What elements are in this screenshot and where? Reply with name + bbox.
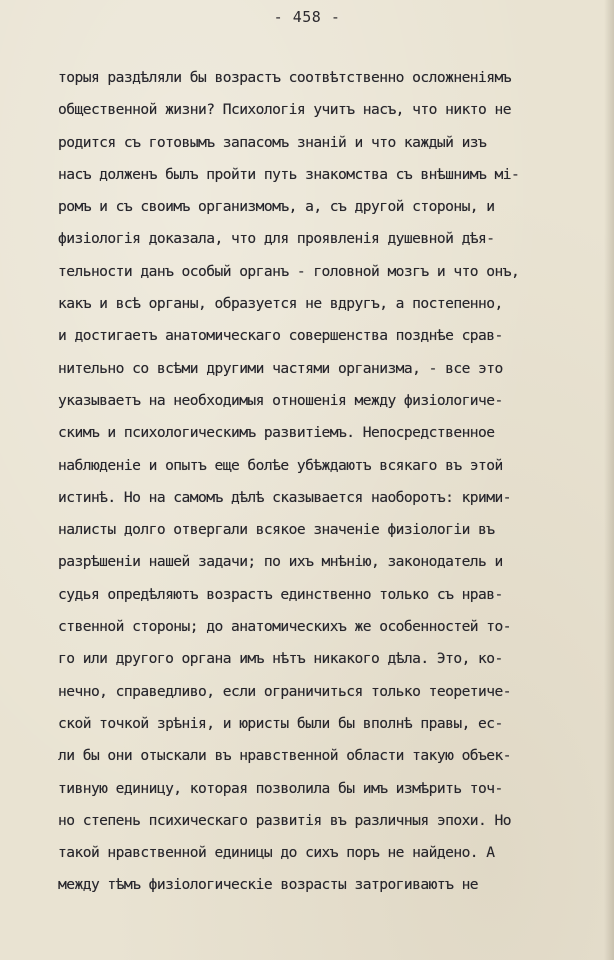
text-line: но степень психическаго развитія въ различныя эпохи. Но [58, 811, 511, 829]
text-line: родится съ готовымъ запасомъ знаній и что каждый изъ [58, 133, 487, 151]
text-line: указываетъ на необходимыя отношенія между физіологиче- [58, 391, 503, 409]
text-line: нительно со всѣми другими частями организма, - все это [58, 359, 503, 377]
text-line: ственной стороны; до анатомическихъ же особенностей то- [58, 618, 511, 636]
text-line: судья опредѣляютъ возрастъ единственно только съ нрав- [58, 585, 503, 603]
text-line: насъ долженъ былъ пройти путь знакомства съ внѣшнимъ мі- [58, 165, 520, 183]
text-line: нечно, справедливо, если ограничиться только теоретиче- [58, 682, 511, 700]
text-line: ли бы они отыскали въ нравственной области такую объек- [58, 747, 511, 765]
text-line: между тѣмъ физіологическіе возрасты затрогиваютъ не [58, 876, 479, 894]
text-line: общественной жизни? Психологія учитъ насъ, что никто не [58, 101, 511, 119]
text-line: ромъ и съ своимъ организмомъ, а, съ другой стороны, и [58, 198, 495, 216]
text-line: торыя раздѣляли бы возрастъ соотвѣтственно осложненіямъ [58, 69, 511, 86]
text-line: тельности данъ особый органъ - головной мозгъ и что онъ, [58, 262, 520, 280]
text-line: тивную единицу, которая позволила бы имъ измѣрить точ- [58, 779, 503, 797]
page-number: - 458 - [273, 8, 341, 26]
text-line: ской точкой зрѣнія, и юристы были бы вполнѣ правы, ес- [58, 714, 503, 732]
text-line: го или другого органа имъ нѣтъ никакого дѣла. Это, ко- [58, 650, 503, 668]
page-edge-shadow [604, 0, 614, 960]
text-line: истинѣ. Но на самомъ дѣлѣ сказывается наоборотъ: крими- [58, 488, 511, 506]
text-line: какъ и всѣ органы, образуется не вдругъ, а постепенно, [58, 295, 503, 313]
text-line: скимъ и психологическимъ развитіемъ. Непосредственное [58, 424, 495, 442]
text-line: разрѣшеніи нашей задачи; по ихъ мнѣнію, законодатель и [58, 553, 503, 571]
text-line: физіологія доказала, что для проявленія душевной дѣя- [58, 230, 495, 248]
text-line: наблюденіе и опытъ еще болѣе убѣждаютъ всякаго въ этой [58, 456, 503, 474]
text-line: налисты долго отвергали всякое значеніе физіологіи въ [58, 521, 495, 539]
text-line: и достигаетъ анатомическаго совершенства позднѣе срав- [58, 327, 503, 345]
text-line: такой нравственной единицы до сихъ поръ не найдено. А [58, 844, 495, 862]
body-text [58, 62, 598, 902]
